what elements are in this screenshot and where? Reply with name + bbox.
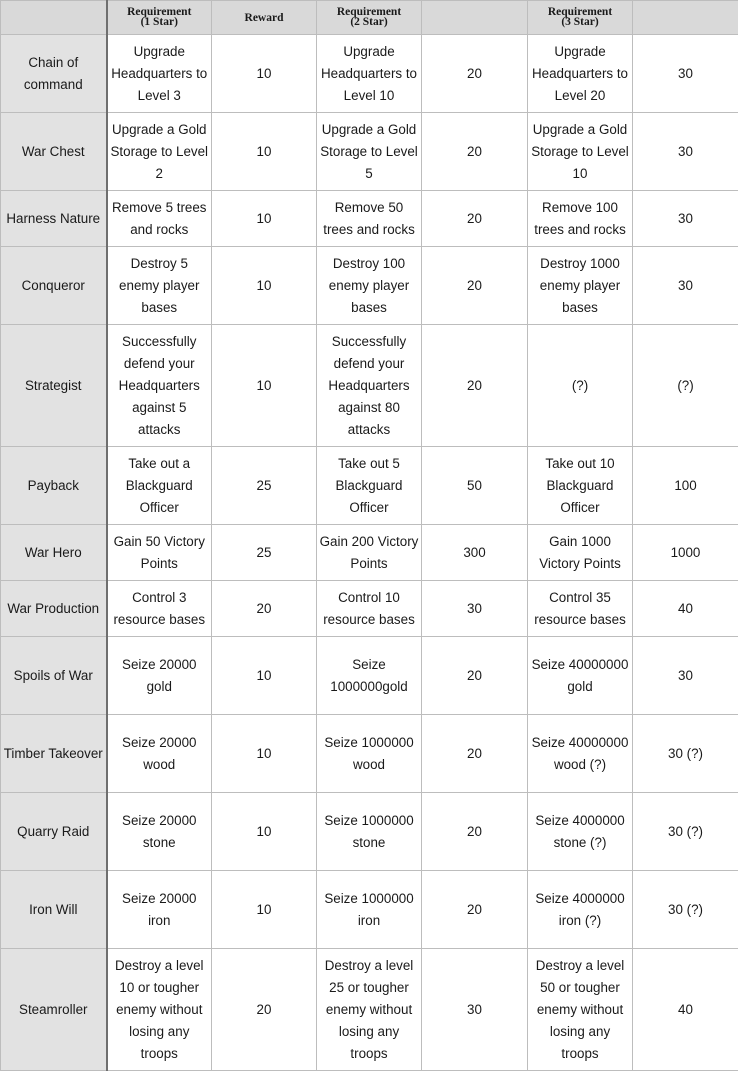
header-requirement-1-star: Requirement (1 Star) (107, 1, 212, 35)
header-requirement-3-star: Requirement (3 Star) (528, 1, 633, 35)
achievement-name: Chain of command (1, 35, 107, 113)
requirement-3-star: Seize 40000000 gold (528, 637, 633, 715)
requirement-2-star: Destroy a level 25 or tougher enemy without losing any troops (317, 949, 422, 1071)
reward-3-star: 30 (633, 247, 738, 325)
requirement-3-star: Remove 100 trees and rocks (528, 191, 633, 247)
achievement-name: Iron Will (1, 871, 107, 949)
requirement-3-star: Gain 1000 Victory Points (528, 525, 633, 581)
header-achievement-column (1, 1, 107, 35)
requirement-3-star: Destroy a level 50 or tougher enemy without losing any troops (528, 949, 633, 1071)
achievement-name: Quarry Raid (1, 793, 107, 871)
requirement-3-star: (?) (528, 325, 633, 447)
requirement-1-star: Take out a Blackguard Officer (107, 447, 212, 525)
table-row (1, 247, 738, 325)
reward-1-star: 10 (212, 325, 317, 447)
reward-3-star: 30 (?) (633, 793, 738, 871)
requirement-1-star: Seize 20000 iron (107, 871, 212, 949)
reward-2-star: 300 (422, 525, 528, 581)
reward-2-star: 20 (422, 325, 528, 447)
requirement-2-star: Take out 5 Blackguard Officer (317, 447, 422, 525)
reward-3-star: (?) (633, 325, 738, 447)
reward-3-star: 40 (633, 581, 738, 637)
requirement-2-star: Remove 50 trees and rocks (317, 191, 422, 247)
table-row (1, 793, 738, 871)
achievement-name: Steamroller (1, 949, 107, 1071)
requirement-3-star: Upgrade Headquarters to Level 20 (528, 35, 633, 113)
requirement-2-star: Upgrade a Gold Storage to Level 5 (317, 113, 422, 191)
reward-3-star: 30 (?) (633, 715, 738, 793)
table-row (1, 447, 738, 525)
reward-1-star: 25 (212, 525, 317, 581)
requirement-2-star: Seize 1000000 stone (317, 793, 422, 871)
reward-1-star: 20 (212, 949, 317, 1071)
requirement-3-star: Control 35 resource bases (528, 581, 633, 637)
reward-3-star: 30 (633, 637, 738, 715)
reward-3-star: 30 (633, 191, 738, 247)
requirement-1-star: Gain 50 Victory Points (107, 525, 212, 581)
reward-2-star: 20 (422, 113, 528, 191)
achievement-name: Spoils of War (1, 637, 107, 715)
requirement-3-star: Seize 4000000 stone (?) (528, 793, 633, 871)
header-row (1, 1, 738, 35)
reward-2-star: 20 (422, 793, 528, 871)
reward-2-star: 30 (422, 581, 528, 637)
reward-1-star: 25 (212, 447, 317, 525)
achievement-name: Payback (1, 447, 107, 525)
reward-1-star: 10 (212, 793, 317, 871)
table-row (1, 637, 738, 715)
requirement-2-star: Upgrade Headquarters to Level 10 (317, 35, 422, 113)
reward-3-star: 30 (633, 113, 738, 191)
reward-2-star: 50 (422, 447, 528, 525)
achievement-name: Strategist (1, 325, 107, 447)
table-row (1, 871, 738, 949)
table-row (1, 581, 738, 637)
reward-2-star: 20 (422, 191, 528, 247)
reward-3-star: 100 (633, 447, 738, 525)
requirement-1-star: Seize 20000 wood (107, 715, 212, 793)
reward-1-star: 10 (212, 191, 317, 247)
requirement-1-star: Upgrade Headquarters to Level 3 (107, 35, 212, 113)
reward-1-star: 10 (212, 637, 317, 715)
header-reward: Reward (212, 1, 317, 35)
reward-2-star: 20 (422, 35, 528, 113)
reward-3-star: 1000 (633, 525, 738, 581)
header-requirement-2-star: Requirement (2 Star) (317, 1, 422, 35)
reward-2-star: 20 (422, 637, 528, 715)
reward-1-star: 10 (212, 35, 317, 113)
header-reward-2-star (422, 1, 528, 35)
achievement-name: War Chest (1, 113, 107, 191)
requirement-1-star: Seize 20000 stone (107, 793, 212, 871)
requirement-1-star: Upgrade a Gold Storage to Level 2 (107, 113, 212, 191)
achievement-name: Conqueror (1, 247, 107, 325)
table-row (1, 191, 738, 247)
table-row (1, 113, 738, 191)
achievement-name: War Production (1, 581, 107, 637)
achievement-name: Harness Nature (1, 191, 107, 247)
requirement-2-star: Seize 1000000 wood (317, 715, 422, 793)
reward-1-star: 10 (212, 871, 317, 949)
table-body (1, 35, 738, 1071)
requirement-1-star: Destroy 5 enemy player bases (107, 247, 212, 325)
header-reward-3-star (633, 1, 738, 35)
reward-1-star: 10 (212, 113, 317, 191)
reward-2-star: 30 (422, 949, 528, 1071)
requirement-1-star: Remove 5 trees and rocks (107, 191, 212, 247)
requirement-1-star: Successfully defend your Headquarters against 5 attacks (107, 325, 212, 447)
table-row (1, 35, 738, 113)
reward-2-star: 20 (422, 715, 528, 793)
requirement-3-star: Seize 40000000 wood (?) (528, 715, 633, 793)
requirement-2-star: Destroy 100 enemy player bases (317, 247, 422, 325)
achievement-name: Timber Takeover (1, 715, 107, 793)
table-row (1, 949, 738, 1071)
table-row (1, 715, 738, 793)
requirement-2-star: Seize 1000000 iron (317, 871, 422, 949)
reward-3-star: 40 (633, 949, 738, 1071)
reward-3-star: 30 (?) (633, 871, 738, 949)
reward-1-star: 10 (212, 247, 317, 325)
reward-1-star: 10 (212, 715, 317, 793)
table-row (1, 325, 738, 447)
reward-3-star: 30 (633, 35, 738, 113)
table-row (1, 525, 738, 581)
requirement-3-star: Upgrade a Gold Storage to Level 10 (528, 113, 633, 191)
reward-1-star: 20 (212, 581, 317, 637)
requirement-3-star: Take out 10 Blackguard Officer (528, 447, 633, 525)
requirement-1-star: Destroy a level 10 or tougher enemy without losing any troops (107, 949, 212, 1071)
requirement-1-star: Seize 20000 gold (107, 637, 212, 715)
requirement-2-star: Successfully defend your Headquarters against 80 attacks (317, 325, 422, 447)
reward-2-star: 20 (422, 871, 528, 949)
requirement-2-star: Seize 1000000gold (317, 637, 422, 715)
achievement-name: War Hero (1, 525, 107, 581)
requirement-3-star: Destroy 1000 enemy player bases (528, 247, 633, 325)
requirement-2-star: Gain 200 Victory Points (317, 525, 422, 581)
requirement-3-star: Seize 4000000 iron (?) (528, 871, 633, 949)
reward-2-star: 20 (422, 247, 528, 325)
requirement-2-star: Control 10 resource bases (317, 581, 422, 637)
requirement-1-star: Control 3 resource bases (107, 581, 212, 637)
